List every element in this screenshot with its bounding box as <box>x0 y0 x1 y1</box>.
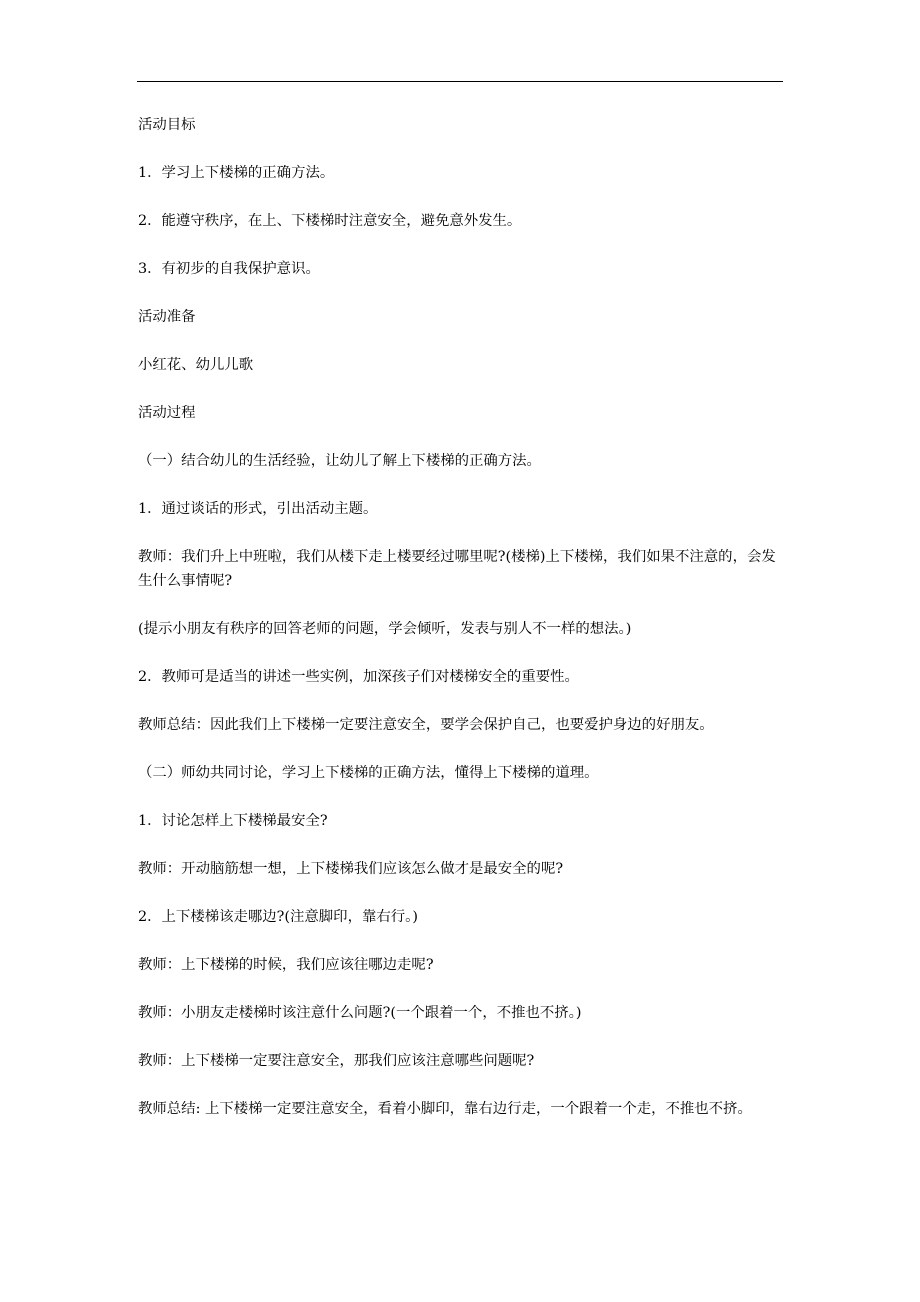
section-heading-process: 活动过程 <box>138 405 196 421</box>
goal-item-3: 3．有初步的自我保护意识。 <box>138 261 320 277</box>
teacher-dialogue: 教师：小朋友走楼梯时该注意什么问题?(一个跟着一个，不推也不挤。) <box>138 1005 582 1021</box>
teacher-dialogue: 教师：上下楼梯一定要注意安全，那我们应该注意哪些问题呢? <box>138 1053 535 1069</box>
goal-item-1: 1．学习上下楼梯的正确方法。 <box>138 165 335 181</box>
process-item: 2．上下楼梯该走哪边?(注意脚印，靠右行。) <box>138 909 418 925</box>
process-note: (提示小朋友有秩序的回答老师的问题，学会倾听，发表与别人不一样的想法。) <box>138 621 632 637</box>
process-step-2-heading: （二）师幼共同讨论，学习上下楼梯的正确方法，懂得上下楼梯的道理。 <box>138 765 599 781</box>
header-rule <box>137 81 783 82</box>
teacher-summary: 教师总结: 上下楼梯一定要注意安全，看着小脚印，靠右边行走，一个跟着一个走，不推也不挤。 <box>138 1101 752 1117</box>
process-item: 1．通过谈话的形式，引出活动主题。 <box>138 501 378 517</box>
teacher-dialogue: 教师：开动脑筋想一想，上下楼梯我们应该怎么做才是最安全的呢? <box>138 861 564 877</box>
goal-item-2: 2．能遵守秩序，在上、下楼梯时注意安全，避免意外发生。 <box>138 213 522 229</box>
process-item: 1．讨论怎样上下楼梯最安全? <box>138 813 328 829</box>
process-step-1-heading: （一）结合幼儿的生活经验，让幼儿了解上下楼梯的正确方法。 <box>138 453 541 469</box>
teacher-dialogue: 教师：我们升上中班啦，我们从楼下走上楼要经过哪里呢?(楼梯)上下楼梯，我们如果不注意的，会发生什么事情呢? <box>138 549 776 589</box>
process-item: 2．教师可是适当的讲述一些实例，加深孩子们对楼梯安全的重要性。 <box>138 669 579 685</box>
section-heading-preparation: 活动准备 <box>138 309 196 325</box>
teacher-summary: 教师总结：因此我们上下楼梯一定要注意安全，要学会保护自己，也要爱护身边的好朋友。 <box>138 717 714 733</box>
section-heading-goals: 活动目标 <box>138 117 196 133</box>
preparation-materials: 小红花、幼儿儿歌 <box>138 357 254 373</box>
document-body <box>138 113 786 1145</box>
teacher-dialogue: 教师：上下楼梯的时候，我们应该往哪边走呢? <box>138 957 434 973</box>
